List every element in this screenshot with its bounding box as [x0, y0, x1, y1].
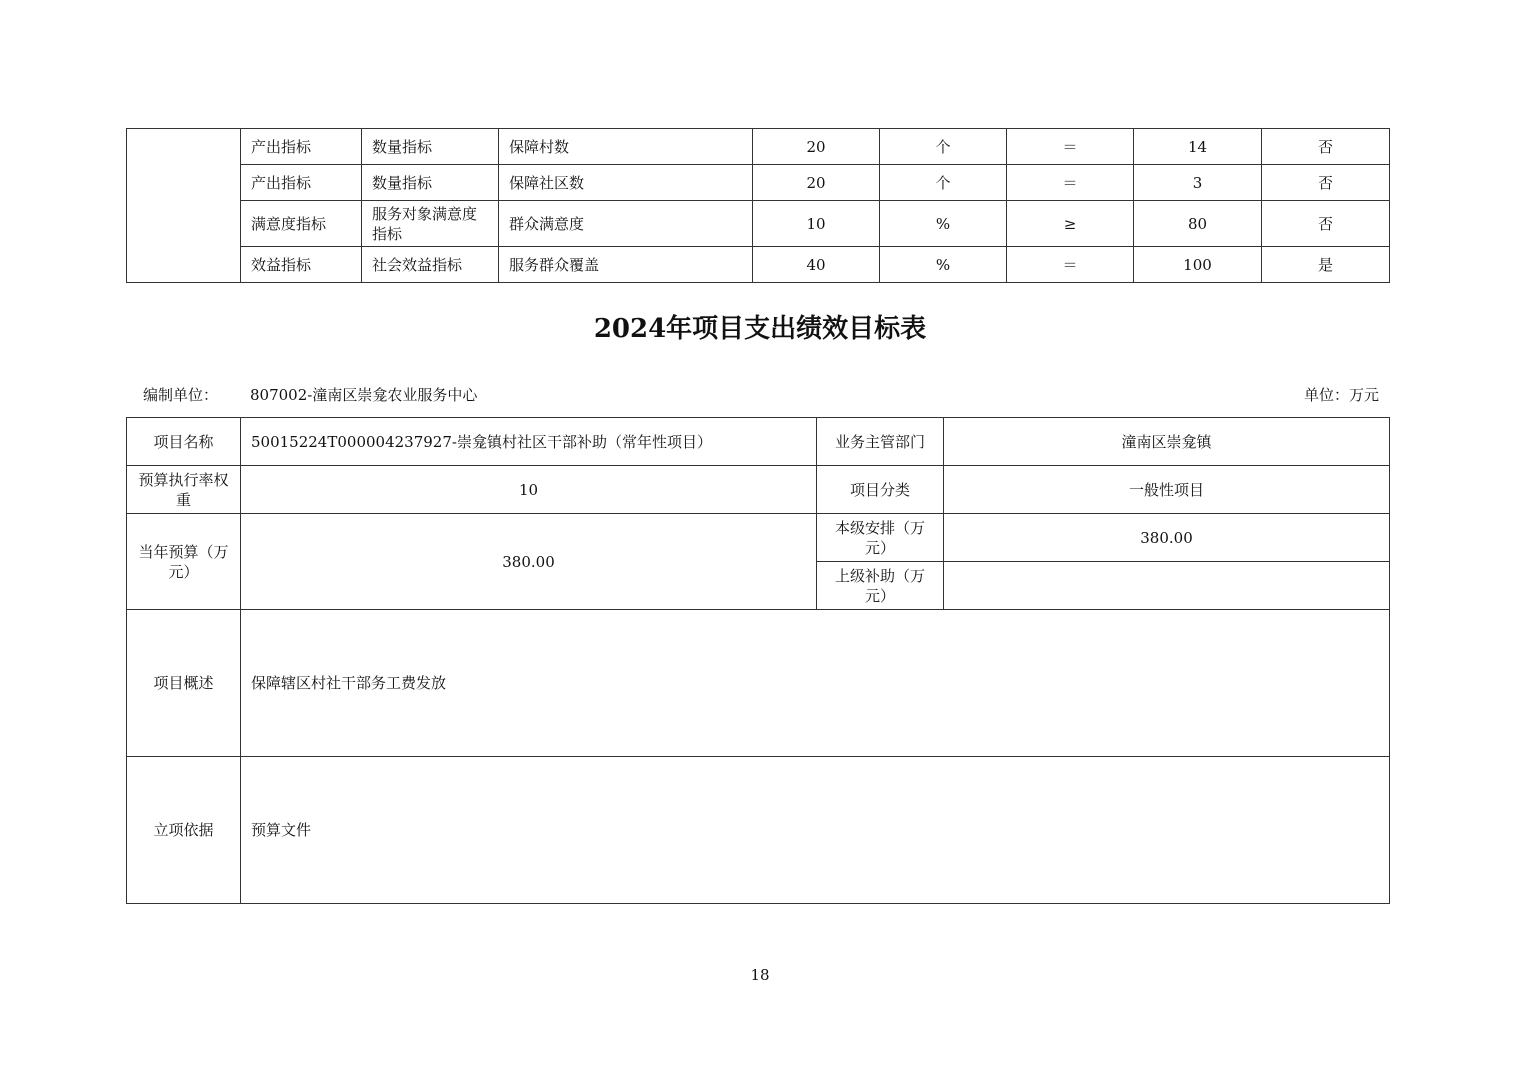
table-row	[127, 201, 1390, 247]
indicator-cell: 保障社区数	[499, 165, 753, 201]
table-row	[127, 757, 1390, 904]
basis-label: 立项依据	[127, 757, 241, 904]
overview-value: 保障辖区村社干部务工费发放	[241, 610, 1390, 757]
level2-cell: 数量指标	[362, 165, 499, 201]
indicator-cell: 群众满意度	[499, 201, 753, 247]
operator-cell: ＝	[1007, 129, 1134, 165]
weight-cell: 20	[753, 165, 880, 201]
compiling-unit-value: 807002-潼南区崇龛农业服务中心	[250, 386, 478, 404]
indicator-cell: 保障村数	[499, 129, 753, 165]
page-number: 18	[750, 966, 770, 984]
target-cell: 80	[1134, 201, 1262, 247]
project-name-label: 项目名称	[127, 418, 241, 466]
table-row	[127, 466, 1390, 514]
table-row	[127, 247, 1390, 283]
money-unit: 单位：万元	[1303, 386, 1379, 404]
level2-cell: 数量指标	[362, 129, 499, 165]
budget-label: 当年预算（万元）	[127, 514, 241, 610]
level2-cell: 社会效益指标	[362, 247, 499, 283]
table-row	[127, 418, 1390, 466]
category-value: 一般性项目	[944, 466, 1390, 514]
table-row	[127, 610, 1390, 757]
level2-cell: 服务对象满意度指标	[362, 201, 499, 247]
weight-label: 预算执行率权重	[127, 466, 241, 514]
upper-value	[944, 562, 1390, 610]
page-title: 2024年项目支出绩效目标表	[593, 314, 927, 344]
local-value: 380.00	[944, 514, 1390, 562]
unit-cell: %	[880, 201, 1007, 247]
table-row	[127, 514, 1390, 562]
target-cell: 3	[1134, 165, 1262, 201]
project-table	[126, 417, 1390, 904]
meta-line	[126, 384, 1389, 404]
weight-cell: 20	[753, 129, 880, 165]
operator-cell: ≥	[1007, 201, 1134, 247]
compiling-unit-label: 编制单位：	[143, 386, 219, 404]
table-row	[127, 165, 1390, 201]
weight-cell: 40	[753, 247, 880, 283]
overview-label: 项目概述	[127, 610, 241, 757]
target-cell: 14	[1134, 129, 1262, 165]
category-label: 项目分类	[817, 466, 944, 514]
table-row	[127, 129, 1390, 165]
weight-cell: 10	[753, 201, 880, 247]
basis-value: 预算文件	[241, 757, 1390, 904]
upper-label: 上级补助（万元）	[817, 562, 944, 610]
indicator-cell: 服务群众覆盖	[499, 247, 753, 283]
core-cell: 否	[1262, 201, 1390, 247]
unit-cell: 个	[880, 165, 1007, 201]
dept-value: 潼南区崇龛镇	[944, 418, 1390, 466]
dept-label: 业务主管部门	[817, 418, 944, 466]
operator-cell: ＝	[1007, 247, 1134, 283]
unit-cell: %	[880, 247, 1007, 283]
project-name-value: 50015224T000004237927-崇龛镇村社区干部补助（常年性项目）	[241, 418, 817, 466]
weight-value: 10	[241, 466, 817, 514]
core-cell: 否	[1262, 129, 1390, 165]
empty-cell	[127, 129, 241, 283]
target-cell: 100	[1134, 247, 1262, 283]
level1-cell: 产出指标	[241, 165, 362, 201]
core-cell: 是	[1262, 247, 1390, 283]
level1-cell: 效益指标	[241, 247, 362, 283]
level1-cell: 产出指标	[241, 129, 362, 165]
core-cell: 否	[1262, 165, 1390, 201]
operator-cell: ＝	[1007, 165, 1134, 201]
local-label: 本级安排（万元）	[817, 514, 944, 562]
indicator-table	[126, 128, 1390, 283]
level1-cell: 满意度指标	[241, 201, 362, 247]
unit-cell: 个	[880, 129, 1007, 165]
budget-value: 380.00	[241, 514, 817, 610]
